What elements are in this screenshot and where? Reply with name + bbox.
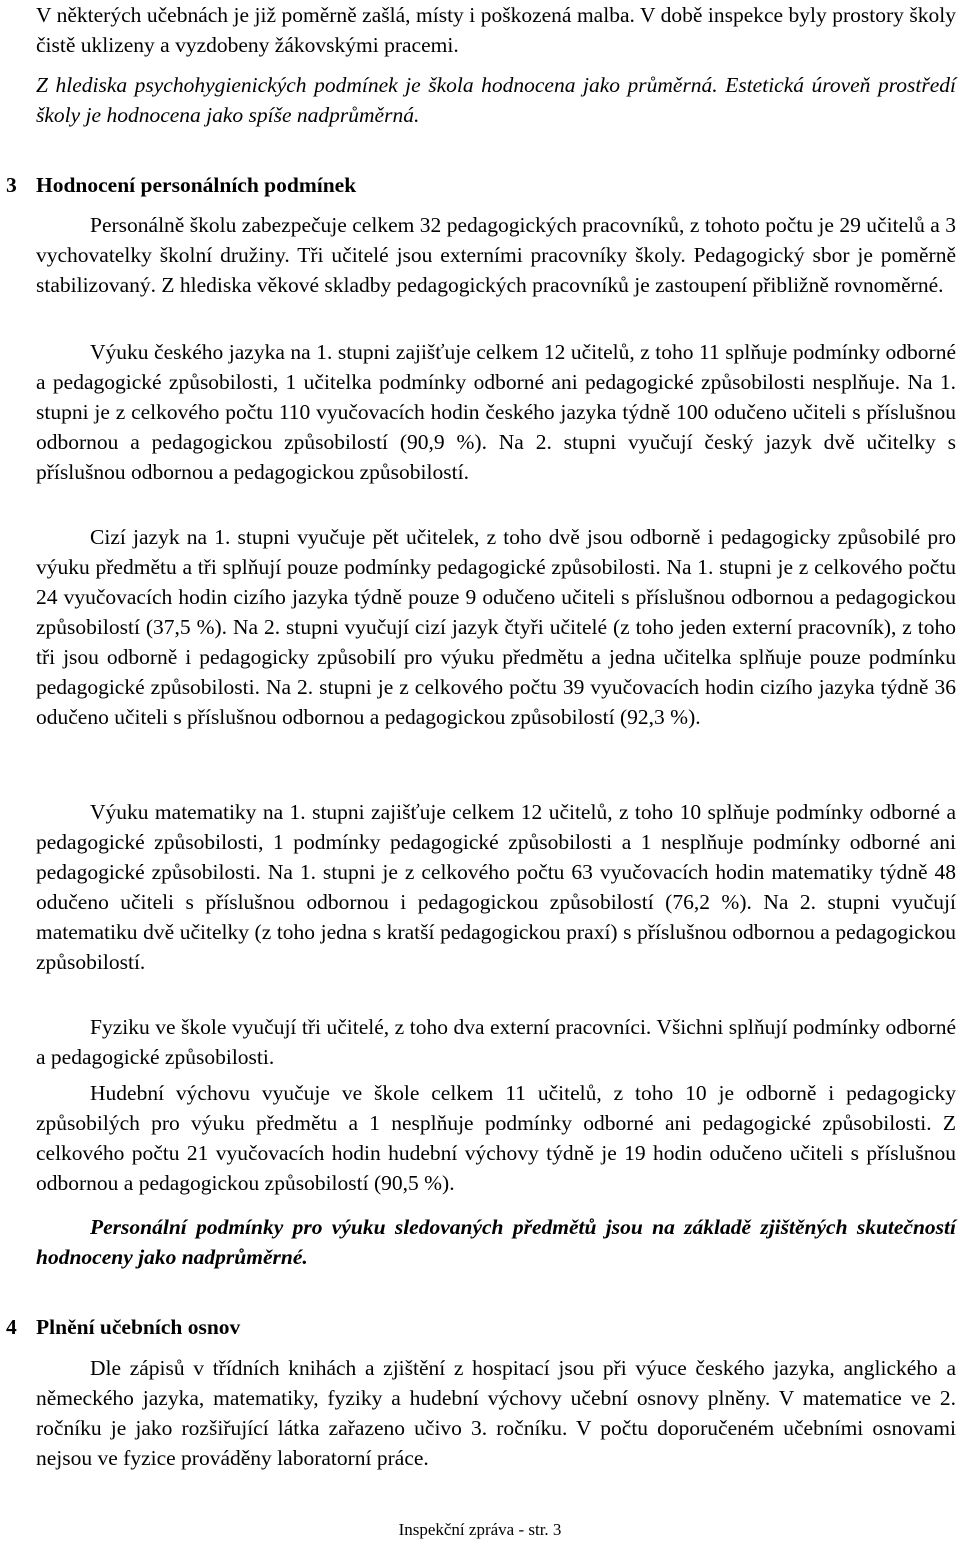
physics-paragraph: Fyziku ve škole vyučují tři učitelé, z toho dva externí pracovníci. Všichni splňují podmínky odborné a pedagogické způsobilosti. [36,1015,956,1069]
section-3-heading [6,170,356,200]
mathematics-paragraph: Výuku matematiky na 1. stupni zajišťuje celkem 12 učitelů, z toho 10 splňuje podmínky odborné a pedagogické způsobilosti, 1 podmínky pedagogické způsobilosti a 1 nesplňuje podmínky odborné ani pedagogické způsobilosti. Na 1. stupni je z celkového počtu 63 vyučovacích hodin matematiky týdně 48 odučeno učiteli s příslušnou odbornou i pedagogickou způsobilostí (76,2 %). Na 2. stupni vyučují matematiku dvě učitelky (z toho jedna s kratší pedagogickou praxí) s příslušnou odbornou a pedagogickou způsobilostí. [36,800,956,974]
staffing-paragraph: Personálně školu zabezpečuje celkem 32 pedagogických pracovníků, z tohoto počtu je 29 učitelů a 3 vychovatelky školní družiny. Tři učitelé jsou externími pracovníky školy. Pedagogický sbor je poměrně stabilizovaný. Z hlediska věkové skladby pedagogických pracovníků je zastoupení přibližně rovnoměrné. [36,213,956,297]
czech-teaching-paragraph: Výuku českého jazyka na 1. stupni zajišťuje celkem 12 učitelů, z toho 11 splňuje podmínky odborné a pedagogické způsobilosti, 1 učitelka podmínky odborné ani pedagogické způsobilosti nesplňuje. Na 1. stupni je z celkového počtu 110 vyučovacích hodin českého jazyka týdně 100 odučeno učiteli s příslušnou odbornou a pedagogickou způsobilostí (90,9 %). Na 2. stupni vyučují český jazyk dvě učitelky s příslušnou odbornou a pedagogickou způsobilostí. [36,340,956,484]
section-3-title: Hodnocení personálních podmínek [36,173,357,197]
environment-evaluation: Z hlediska psychohygienických podmínek je škola hodnocena jako průměrná. Estetická úroveň prostředí školy je hodnocena jako spíše nadprůměrná. [36,73,956,127]
section-4-heading [6,1312,240,1342]
music-paragraph: Hudební výchovu vyučuje ve škole celkem 11 učitelů, z toho 10 je odborně i pedagogicky způsobilých pro výuku předmětu a 1 nesplňuje podmínky odborné ani pedagogické způsobilosti. Z celkového počtu 21 vyučovacích hodin hudební výchovy týdně je 19 hodin odučeno učiteli s příslušnou odbornou a pedagogickou způsobilostí (90,5 %). [36,1081,956,1195]
curriculum-paragraph: Dle zápisů v třídních knihách a zjištění z hospitací jsou při výuce českého jazyka, anglického a německého jazyka, matematiky, fyziky a hudební výchovy učební osnovy plněny. V matematice ve 2. ročníku je jako rozšiřující látka zařazeno učivo 3. ročníku. V počtu doporučeném učebními osnovami nejsou ve fyzice prováděny laboratorní práce. [36,1356,956,1470]
intro-paragraph: V některých učebnách je již poměrně zašlá, místy i poškozená malba. V době inspekce byly prostory školy čistě uklizeny a vyzdobeny žákovskými pracemi. [36,3,956,57]
section-3-number: 3 [6,173,17,197]
section-3-conclusion: Personální podmínky pro výuku sledovaných předmětů jsou na základě zjištěných skutečností hodnoceny jako nadprůměrné. [36,1215,956,1269]
foreign-language-paragraph: Cizí jazyk na 1. stupni vyučuje pět učitelek, z toho dvě jsou odborně i pedagogicky způsobilé pro výuku předmětu a tři splňují pouze podmínky pedagogické způsobilosti. Na 1. stupni je z celkového počtu 24 vyučovacích hodin cizího jazyka týdně pouze 9 odučeno učiteli s příslušnou odbornou a pedagogickou způsobilostí (37,5 %). Na 2. stupni vyučují cizí jazyk čtyři učitelé (z toho jeden externí pracovník), z toho tři jsou odborně i pedagogicky způsobilí pro výuku předmětu a jedna učitelka splňuje pouze podmínku pedagogické způsobilosti. Na 2. stupni je z celkového počtu 39 vyučovacích hodin cizího jazyka týdně 36 odučeno učiteli s příslušnou odbornou a pedagogickou způsobilostí (92,3 %). [36,525,956,729]
section-4-number: 4 [6,1315,17,1339]
section-4-title: Plnění učebních osnov [36,1315,241,1339]
page-footer: Inspekční zpráva - str. 3 [398,1520,562,1539]
